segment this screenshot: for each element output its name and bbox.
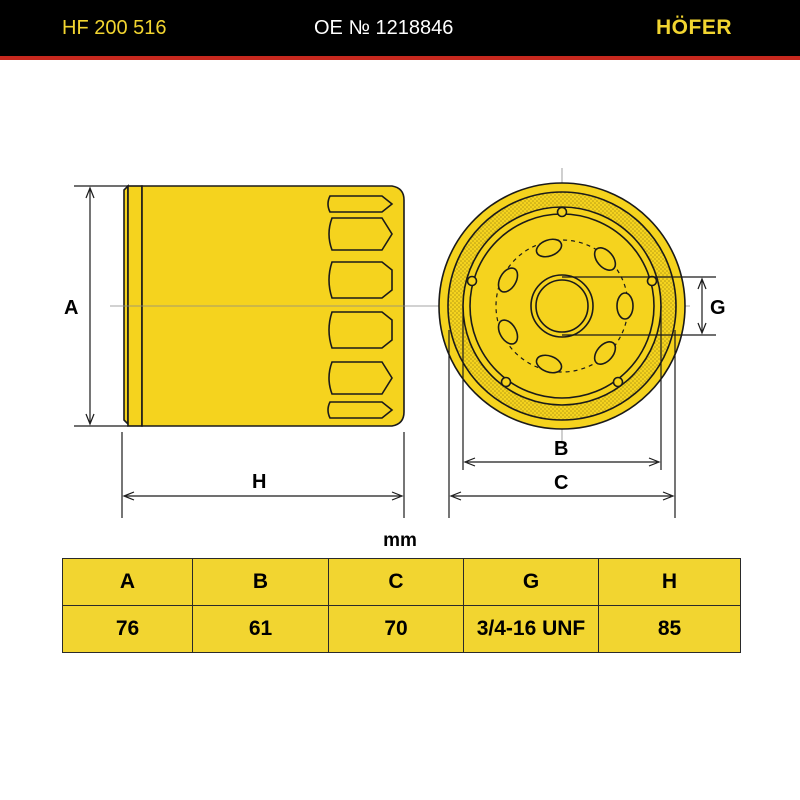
spec-header-h: H	[599, 559, 741, 606]
dimension-g-label: G	[710, 297, 726, 319]
spec-value-a: 76	[63, 606, 193, 653]
spec-header-b: B	[193, 559, 329, 606]
part-number: HF 200 516	[62, 17, 167, 39]
spec-header-c: C	[329, 559, 464, 606]
dimension-h-label: H	[252, 471, 267, 493]
spec-value-row	[63, 606, 741, 653]
filter-front-view	[439, 183, 685, 429]
spec-table	[62, 558, 741, 653]
spec-value-g: 3/4-16 UNF	[464, 606, 599, 653]
unit-label: mm	[383, 530, 417, 551]
spec-value-h: 85	[599, 606, 741, 653]
brand-logo: HÖFER	[656, 16, 732, 39]
dimension-a-label: A	[64, 297, 79, 319]
oe-number: OE № 1218846	[314, 17, 454, 39]
spec-value-b: 61	[193, 606, 329, 653]
spec-value-c: 70	[329, 606, 464, 653]
spec-header-g: G	[464, 559, 599, 606]
spec-header-a: A	[63, 559, 193, 606]
spec-header-row	[63, 559, 741, 606]
dimension-c-label: C	[554, 472, 569, 494]
dimension-b-label: B	[554, 438, 569, 460]
